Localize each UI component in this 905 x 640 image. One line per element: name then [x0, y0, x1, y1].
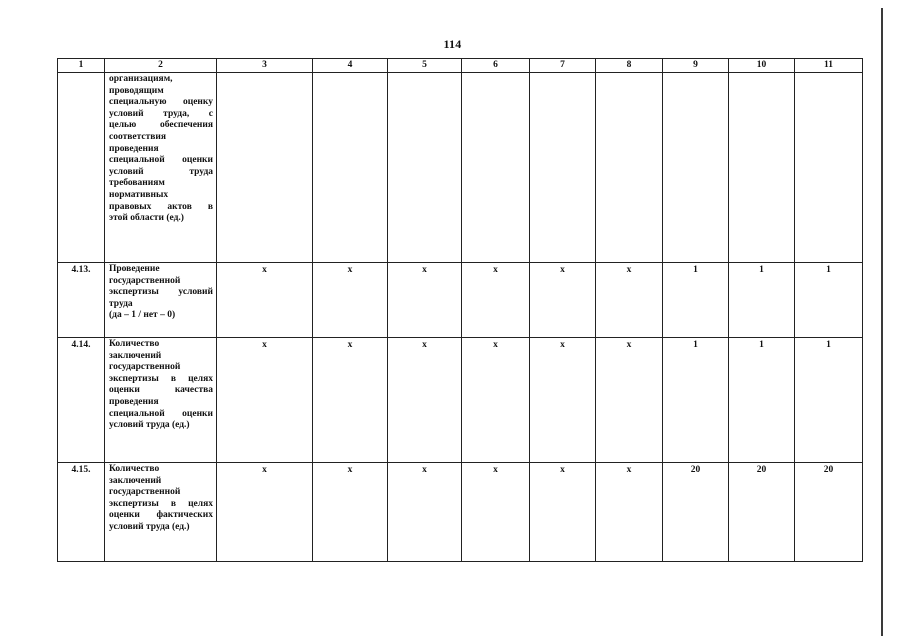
table-row [58, 463, 863, 562]
value-cell: х [388, 463, 462, 562]
description-line: проводящим [109, 85, 164, 96]
value-cell [795, 73, 863, 263]
description-line: условий труда [109, 166, 213, 177]
description-line: оценки фактических [109, 510, 213, 521]
value-cell [663, 73, 729, 263]
value-cell: х [217, 338, 313, 463]
value-cell: х [388, 263, 462, 338]
column-header: 3 [217, 59, 313, 73]
description-line: труда [109, 298, 133, 309]
description-line: специальной оценки [109, 155, 213, 166]
description-line: (да – 1 / нет – 0) [109, 310, 176, 321]
row-number-cell: 4.14. [58, 338, 105, 463]
description-line: требованиям [109, 178, 165, 189]
description-line: условий труда (ед.) [109, 420, 190, 431]
value-cell: 20 [795, 463, 863, 562]
value-cell [388, 73, 462, 263]
column-header: 8 [596, 59, 663, 73]
value-cell [217, 73, 313, 263]
value-cell: х [530, 463, 596, 562]
value-cell: х [313, 338, 388, 463]
value-cell: х [388, 338, 462, 463]
description-line: этой области (ед.) [109, 213, 184, 224]
column-header: 6 [462, 59, 530, 73]
column-header: 2 [105, 59, 217, 73]
description-line: заключений [109, 350, 162, 361]
value-cell: 20 [663, 463, 729, 562]
description-line: специальной оценки [109, 408, 213, 419]
column-header: 4 [313, 59, 388, 73]
page-number: 114 [443, 37, 462, 51]
value-cell: 1 [663, 338, 729, 463]
description-line: условий труда (ед.) [109, 521, 190, 532]
description-line: целью обеспечения [109, 120, 213, 131]
description-line: государственной [109, 487, 181, 498]
indicator-description-cell [105, 463, 217, 562]
column-header: 10 [729, 59, 795, 73]
description-line: Количество [109, 464, 160, 474]
table-row [58, 263, 863, 338]
description-line: проведения [109, 143, 159, 154]
value-cell [530, 73, 596, 263]
description-line: экспертизы в целях [109, 498, 213, 509]
table-row [58, 338, 863, 463]
indicator-description-cell [105, 338, 217, 463]
row-number-cell [58, 73, 105, 263]
value-cell: х [313, 263, 388, 338]
value-cell: х [462, 463, 530, 562]
value-cell [729, 73, 795, 263]
value-cell [596, 73, 663, 263]
description-line: нормативных [109, 189, 169, 200]
description-line: специальную оценку [109, 97, 213, 108]
value-cell: х [596, 263, 663, 338]
indicator-description-cell [105, 263, 217, 338]
value-cell [313, 73, 388, 263]
value-cell: х [217, 263, 313, 338]
value-cell: 1 [663, 263, 729, 338]
indicators-table [57, 58, 863, 562]
value-cell: 1 [729, 263, 795, 338]
value-cell: х [530, 338, 596, 463]
description-line: организациям, [109, 74, 173, 84]
description-line: оценки качества [109, 385, 213, 396]
value-cell: 1 [729, 338, 795, 463]
value-cell: 1 [795, 338, 863, 463]
description-line: Проведение [109, 264, 160, 274]
value-cell: х [596, 463, 663, 562]
indicator-description-cell [105, 73, 217, 263]
row-number-cell: 4.15. [58, 463, 105, 562]
value-cell: х [530, 263, 596, 338]
value-cell: х [217, 463, 313, 562]
description-line: соответствия [109, 131, 167, 142]
scan-edge-line [881, 8, 883, 636]
value-cell: х [596, 338, 663, 463]
column-header: 1 [58, 59, 105, 73]
column-header: 5 [388, 59, 462, 73]
table-row [58, 73, 863, 263]
table-header-row [58, 59, 863, 73]
description-line: экспертизы в целях [109, 373, 213, 384]
description-line: экспертизы условий [109, 287, 213, 298]
column-header: 11 [795, 59, 863, 73]
row-number-cell: 4.13. [58, 263, 105, 338]
value-cell: х [462, 338, 530, 463]
value-cell: 1 [795, 263, 863, 338]
description-line: государственной [109, 362, 181, 373]
value-cell [462, 73, 530, 263]
value-cell: 20 [729, 463, 795, 562]
column-header: 7 [530, 59, 596, 73]
description-line: проведения [109, 396, 159, 407]
value-cell: х [313, 463, 388, 562]
description-line: условий труда, с [109, 108, 213, 119]
description-line: правовых актов в [109, 201, 213, 212]
column-header: 9 [663, 59, 729, 73]
description-line: Количество [109, 339, 160, 349]
description-line: государственной [109, 275, 181, 286]
value-cell: х [462, 263, 530, 338]
description-line: заключений [109, 475, 162, 486]
